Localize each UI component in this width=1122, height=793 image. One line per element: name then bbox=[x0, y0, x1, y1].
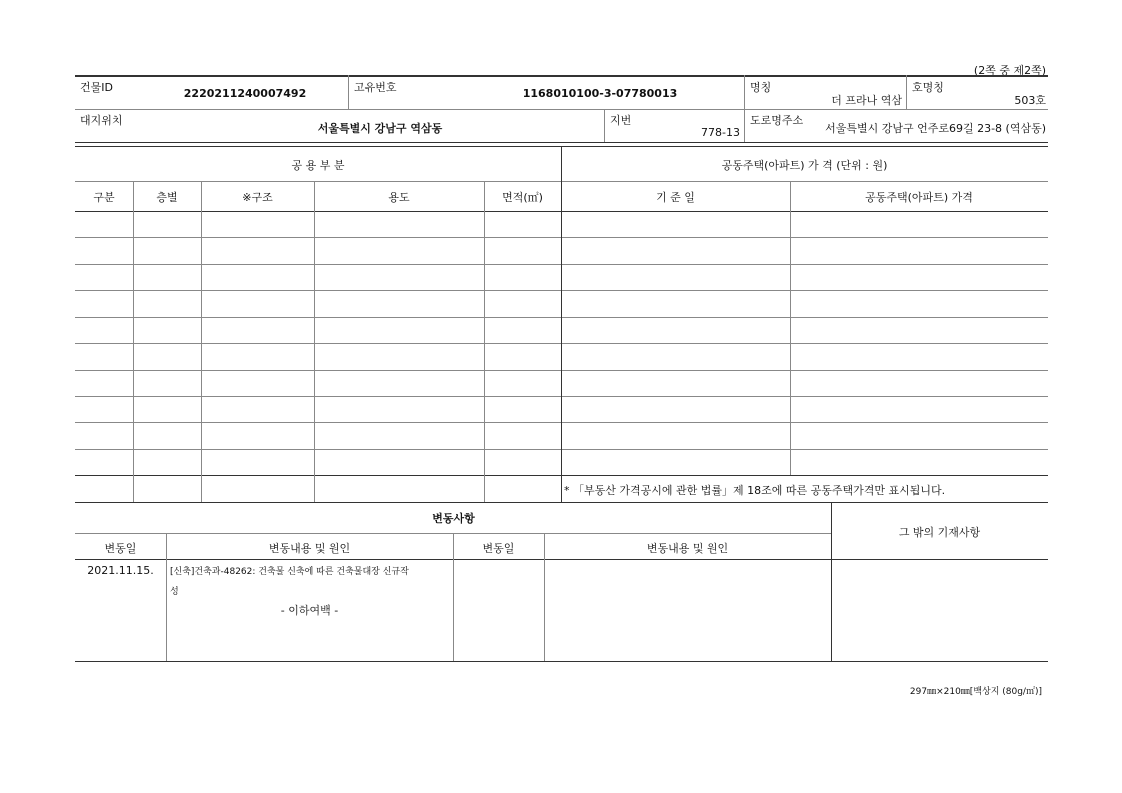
common-section-title: 공 용 부 분 bbox=[291, 159, 345, 172]
site-value: 서울특별시 강남구 역삼동 bbox=[317, 122, 443, 135]
blank-note: - 이하여백 - bbox=[280, 604, 339, 617]
lot-label: 지번 bbox=[610, 114, 632, 127]
changes-title: 변동사항 bbox=[432, 512, 475, 525]
changes-col-date-2: 변동일 bbox=[482, 542, 515, 555]
unique-no-value: 1168010100-3-07780013 bbox=[522, 87, 678, 100]
col-structure: ※구조 bbox=[242, 191, 273, 204]
col-floor: 층별 bbox=[156, 191, 178, 204]
page-indicator: (2쪽 중 제2쪽) bbox=[973, 64, 1046, 77]
col-apartment-price: 공동주택(아파트) 가격 bbox=[865, 191, 973, 204]
changes-col-content-1: 변동내용 및 원인 bbox=[268, 542, 351, 555]
road-label: 도로명주소 bbox=[750, 114, 804, 127]
unit-value: 503호 bbox=[1014, 94, 1046, 107]
col-area: 면적(㎡) bbox=[502, 191, 543, 204]
name-label: 명칭 bbox=[750, 81, 772, 94]
unique-no-label: 고유번호 bbox=[354, 81, 397, 94]
paper-spec-footer: 297㎜×210㎜[백상지 (80g/㎡)] bbox=[909, 687, 1042, 697]
changes-col-content-2: 변동내용 및 원인 bbox=[646, 542, 729, 555]
unit-label: 호명칭 bbox=[912, 81, 944, 94]
price-section-title: 공동주택(아파트) 가 격 (단위 : 원) bbox=[721, 159, 888, 172]
price-note: * 「부동산 가격공시에 관한 법률」제 18조에 따른 공동주택가격만 표시됩니다. bbox=[564, 484, 946, 497]
col-usage: 용도 bbox=[388, 191, 410, 204]
col-base-date: 기 준 일 bbox=[656, 191, 695, 204]
change-content-line2: 성 bbox=[170, 587, 179, 597]
building-id-value: 2220211240007492 bbox=[183, 87, 307, 100]
lot-value: 778-13 bbox=[701, 126, 740, 139]
change-date: 2021.11.15. bbox=[87, 564, 154, 577]
col-division: 구분 bbox=[93, 191, 115, 204]
building-id-label: 건물ID bbox=[80, 81, 113, 94]
other-remarks-title: 그 밖의 기재사항 bbox=[898, 526, 981, 539]
site-label: 대지위치 bbox=[80, 114, 123, 127]
road-value: 서울특별시 강남구 언주로69길 23-8 (역삼동) bbox=[825, 122, 1046, 135]
name-value: 더 프라나 역삼 bbox=[831, 94, 902, 107]
change-content-line1: [신축]건축과-48262: 건축물 신축에 따른 건축물대장 신규작 bbox=[170, 567, 409, 577]
changes-col-date-1: 변동일 bbox=[104, 542, 137, 555]
